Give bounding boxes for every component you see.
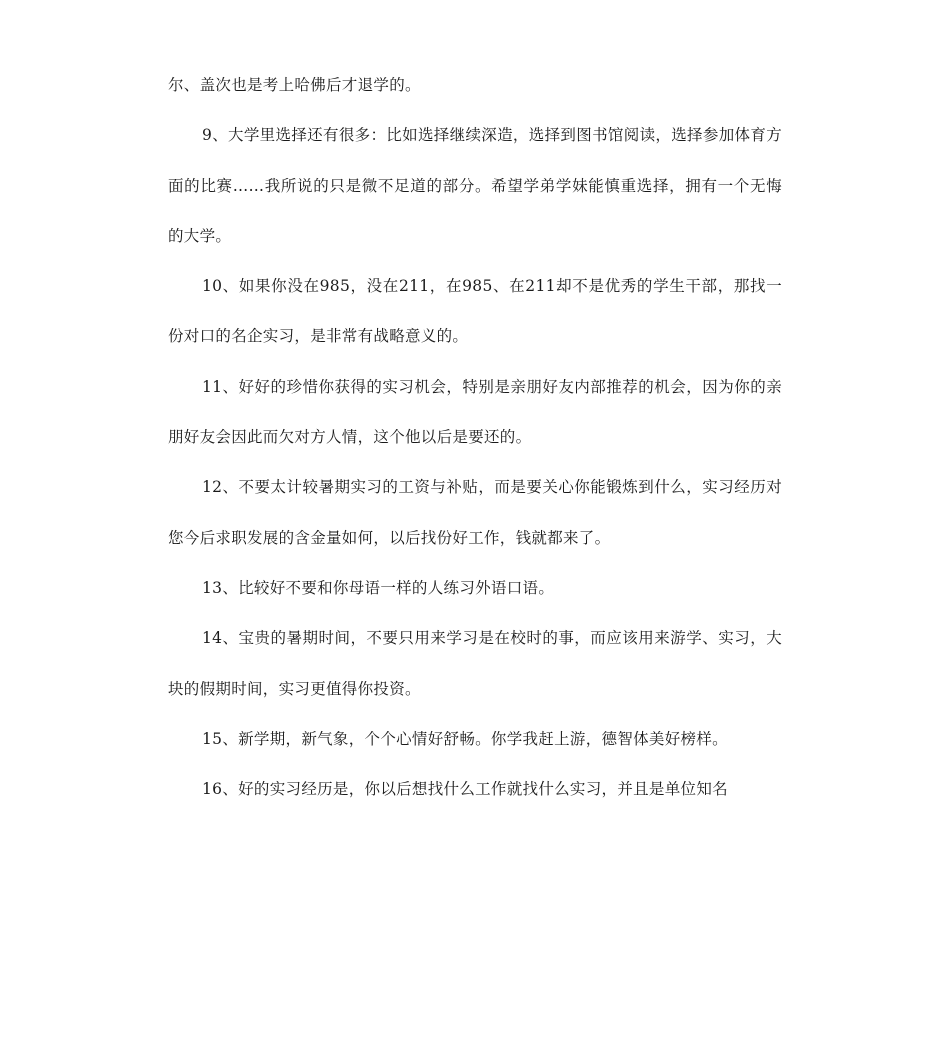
paragraph-item-16: 16、好的实习经历是，你以后想找什么工作就找什么实习，并且是单位知名 [202,780,728,799]
paragraph-item-15: 15、新学期，新气象，个个心情好舒畅。你学我赶上游，德智体美好榜样。 [202,729,728,748]
document-body [168,60,782,814]
paragraph-item-13: 13、比较好不要和你母语一样的人练习外语口语。 [202,578,555,597]
paragraph-item-10: 10、如果你没在985，没在211，在985、在211却不是优秀的学生干部，那找一份对口的名企实习，是非常有战略意义的。 [168,277,782,346]
paragraph-item-12: 12、不要太计较暑期实习的工资与补贴，而是要关心你能锻炼到什么，实习经历对您今后求职发展的含金量如何，以后找份好工作，钱就都来了。 [168,478,782,547]
paragraph-item-9: 9、大学里选择还有很多：比如选择继续深造，选择到图书馆阅读，选择参加体育方面的比赛……我所说的只是微不足道的部分。希望学弟学妹能慎重选择，拥有一个无悔的大学。 [168,126,782,245]
paragraph-continuation: 尔、盖次也是考上哈佛后才退学的。 [168,76,421,94]
paragraph-item-14: 14、宝贵的暑期时间，不要只用来学习是在校时的事，而应该用来游学、实习，大块的假期时间，实习更值得你投资。 [168,629,782,698]
paragraph-item-11: 11、好好的珍惜你获得的实习机会，特别是亲朋好友内部推荐的机会，因为你的亲朋好友会因此而欠对方人情，这个他以后是要还的。 [168,377,782,447]
